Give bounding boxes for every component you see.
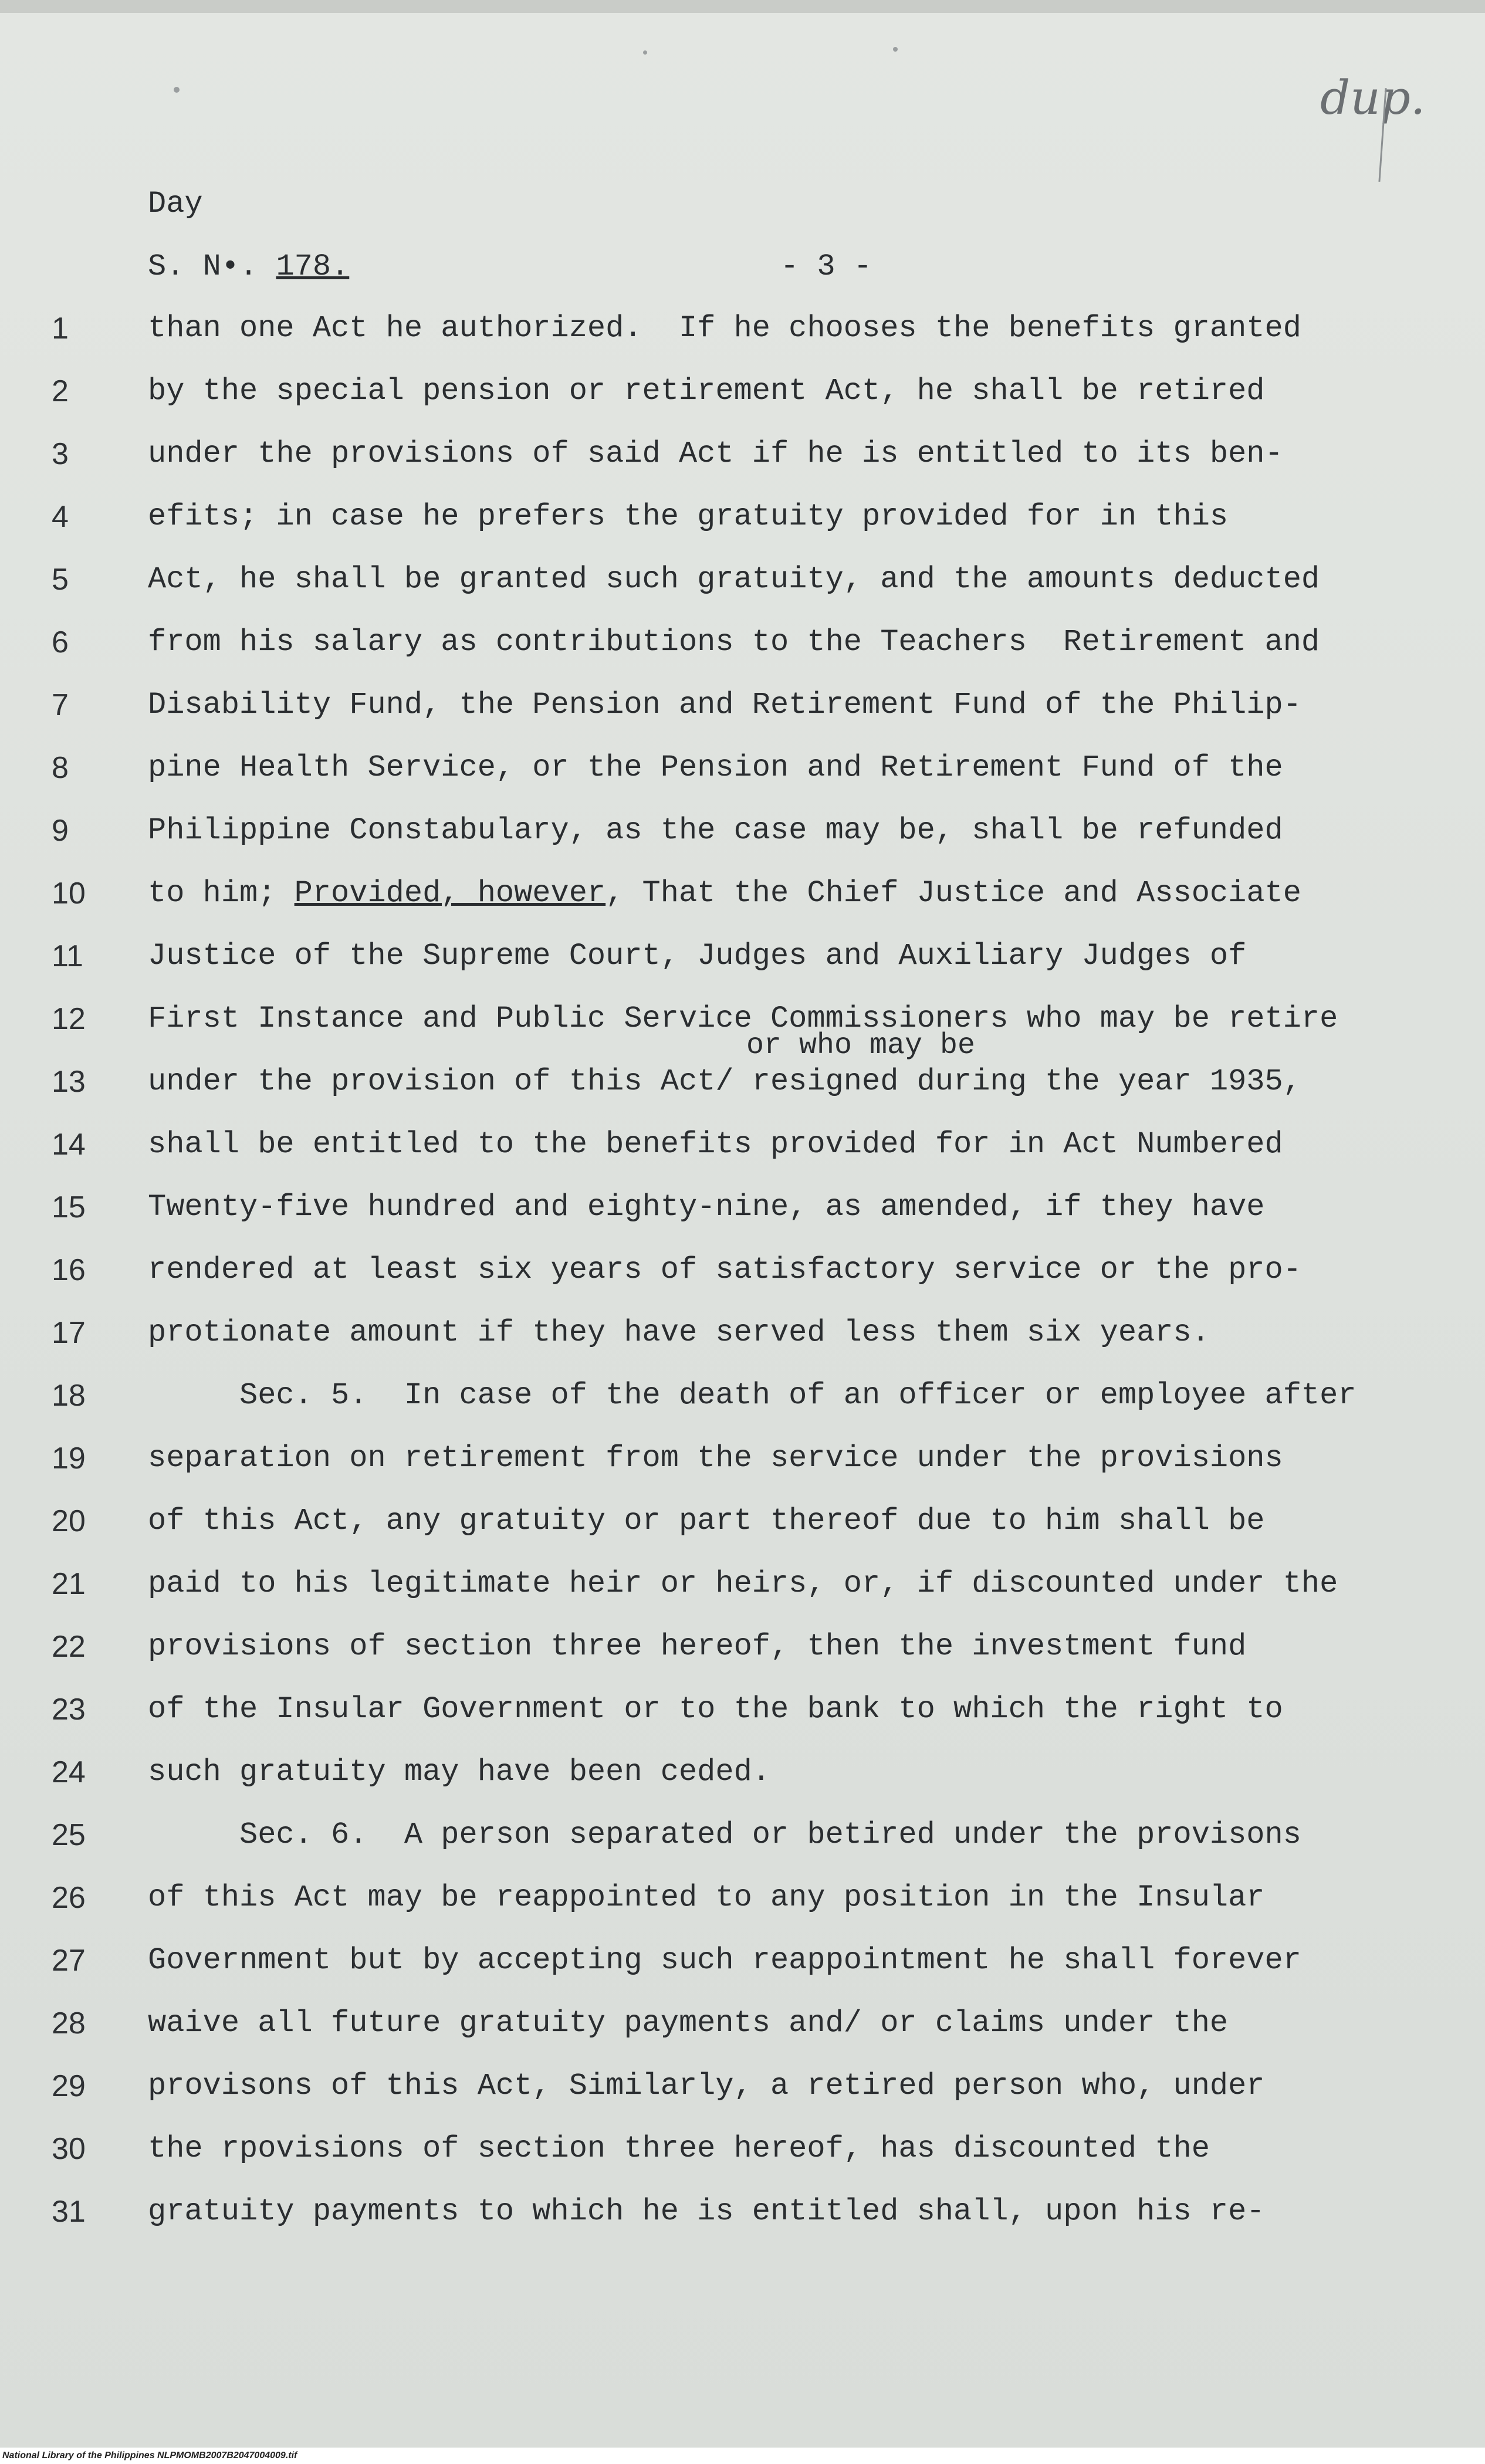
line-text: Act, he shall be granted such gratuity, and the amounts deducted	[148, 562, 1320, 597]
margin-handwritten-note: dup.	[1320, 70, 1426, 125]
line-text: First Instance and Public Service Commissioners who may be retire	[148, 1001, 1338, 1036]
line-number: 27	[52, 1944, 86, 1978]
document-label: Day	[148, 187, 203, 221]
line-number: 3	[52, 437, 69, 471]
line-number: 26	[52, 1881, 86, 1915]
line-number: 16	[52, 1253, 86, 1287]
line-number: 6	[52, 625, 69, 659]
line-text: provisions of section three hereof, then the investment fund	[148, 1629, 1247, 1664]
line-number: 30	[52, 2132, 86, 2166]
bill-identifier	[148, 249, 349, 284]
line-text: waive all future gratuity payments and/ or claims under the	[148, 2006, 1229, 2040]
line-text: such gratuity may have been ceded.	[148, 1755, 770, 1789]
line-text: Disability Fund, the Pension and Retirement Fund of the Philip-	[148, 688, 1301, 722]
line-number: 5	[52, 563, 69, 597]
speck	[893, 47, 898, 52]
speck	[174, 87, 180, 93]
line-number: 15	[52, 1190, 86, 1224]
line-number: 25	[52, 1818, 86, 1852]
line-text: separation on retirement from the service under the provisions	[148, 1441, 1283, 1475]
line-text: Government but by accepting such reappointment he shall forever	[148, 1943, 1301, 1978]
line-number: 29	[52, 2069, 86, 2103]
line-number: 2	[52, 374, 69, 408]
line-text: gratuity payments to which he is entitled shall, upon his re-	[148, 2194, 1265, 2229]
interlineated-insertion: or who may be	[746, 1029, 976, 1062]
line-number: 13	[52, 1065, 86, 1099]
line-number: 20	[52, 1504, 86, 1538]
line-number: 22	[52, 1630, 86, 1664]
line-text: efits; in case he prefers the gratuity provided for in this	[148, 499, 1229, 534]
line-number: 21	[52, 1567, 86, 1601]
line-text: shall be entitled to the benefits provided for in Act Numbered	[148, 1127, 1283, 1162]
line-number: 7	[52, 688, 69, 722]
line-number: 11	[52, 939, 83, 973]
provided-however-underlined: Provided, however	[294, 876, 606, 911]
line-text: Sec. 6. A person separated or betired under the provisons	[148, 1817, 1301, 1852]
line-text: under the provision of this Act/ resigned during the year 1935,	[148, 1064, 1301, 1099]
line-number: 12	[52, 1002, 86, 1036]
line-number: 28	[52, 2006, 86, 2040]
line-number: 10	[52, 876, 86, 911]
line-text: of this Act, any gratuity or part thereof due to him shall be	[148, 1504, 1265, 1538]
line-text: rendered at least six years of satisfactory service or the pro-	[148, 1253, 1301, 1287]
line-text: Philippine Constabulary, as the case may be, shall be refunded	[148, 813, 1283, 848]
page-number: - 3 -	[780, 249, 872, 284]
line-text: Justice of the Supreme Court, Judges and Auxiliary Judges of	[148, 939, 1247, 973]
line-number: 18	[52, 1379, 86, 1413]
line-text: of this Act may be reappointed to any position in the Insular	[148, 1880, 1265, 1915]
line-text: paid to his legitimate heir or heirs, or, if discounted under the	[148, 1566, 1338, 1601]
line-number: 9	[52, 814, 69, 848]
line-text: from his salary as contributions to the Teachers Retirement and	[148, 625, 1320, 659]
line-number: 17	[52, 1316, 86, 1350]
line-number: 14	[52, 1128, 86, 1162]
line-number: 8	[52, 751, 69, 785]
line-text: than one Act he authorized. If he chooses the benefits granted	[148, 311, 1301, 346]
line-text: of the Insular Government or to the bank to which the right to	[148, 1692, 1283, 1727]
line-text-pre: to him;	[148, 876, 295, 911]
scan-top-edge	[0, 0, 1485, 13]
line-text-post: , That the Chief Justice and Associate	[605, 876, 1301, 911]
line-number: 4	[52, 500, 69, 534]
line-text: provisons of this Act, Similarly, a retired person who, under	[148, 2069, 1265, 2103]
line-text: protionate amount if they have served less them six years.	[148, 1315, 1210, 1350]
archive-footer: National Library of the Philippines NLPMOMB2007B2047004009.tif	[0, 2448, 1485, 2464]
line-text: the rpovisions of section three hereof, has discounted the	[148, 2131, 1210, 2166]
line-number: 19	[52, 1441, 86, 1475]
line-number: 23	[52, 1693, 86, 1727]
line-text: Sec. 5. In case of the death of an officer or employee after	[148, 1378, 1357, 1413]
line-text: pine Health Service, or the Pension and Retirement Fund of the	[148, 750, 1283, 785]
line-number: 1	[52, 312, 69, 346]
line-number: 24	[52, 1755, 86, 1789]
bill-prefix: S. N•.	[148, 249, 276, 284]
line-text: under the provisions of said Act if he is entitled to its ben-	[148, 436, 1283, 471]
line-text	[148, 876, 1301, 911]
speck	[643, 50, 647, 55]
bill-number: 178.	[276, 249, 350, 284]
line-text: Twenty-five hundred and eighty-nine, as amended, if they have	[148, 1190, 1265, 1224]
line-text: by the special pension or retirement Act, he shall be retired	[148, 374, 1265, 408]
line-number: 31	[52, 2195, 86, 2229]
